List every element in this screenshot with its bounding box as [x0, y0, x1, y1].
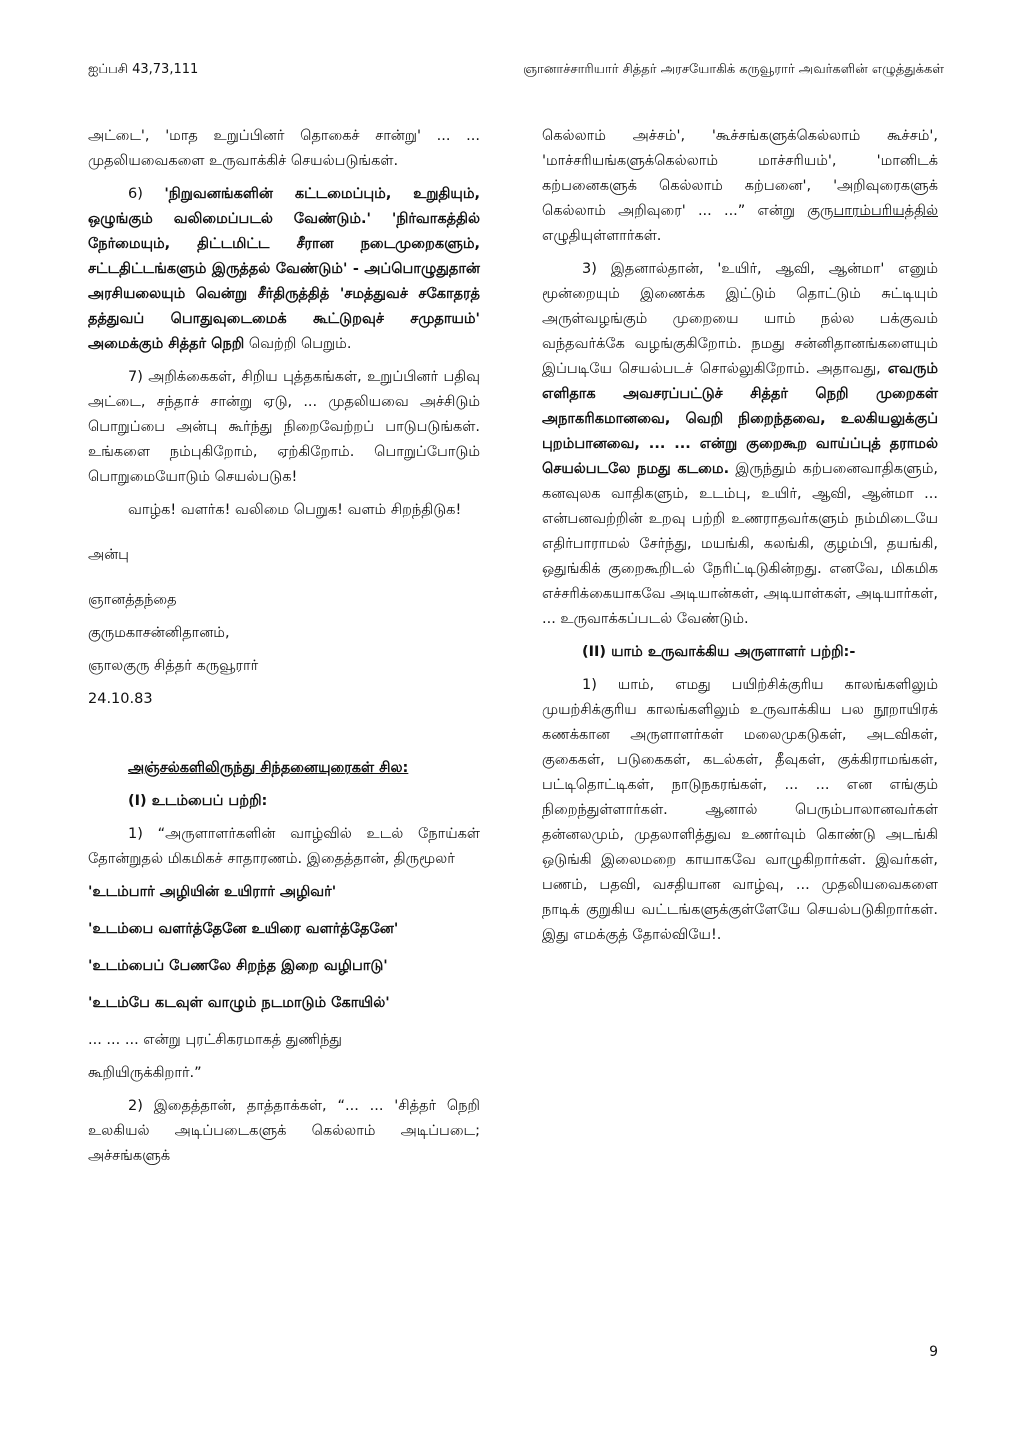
- verse-line: 'உடம்பை வளர்த்தேனே உயிரை வளர்த்தேனே': [88, 921, 399, 937]
- sub-heading: (II) யாம் உருவாக்கிய அருளாளர் பற்றி:-: [582, 644, 856, 660]
- header-date: ஐப்பசி 43,73,111: [88, 62, 199, 77]
- sub-heading: (I) உடம்பைப் பற்றி:: [128, 793, 268, 809]
- left-column: [88, 124, 480, 1177]
- paragraph-tail: வெற்றி பெறும்.: [248, 336, 352, 352]
- paragraph-text: 3) இதனால்தான், 'உயிர், ஆவி, ஆன்மா' எனும் மூன்றையும் இணைக்க இட்டும் தொட்டும் சுட்டியும் அருள்வழங்கும் முறையை யாம் நல்ல பக்குவம் வந்தவர்க்கே வழங்குகிறோம். நமது சன்னிதானங்களையும் இப்படியே செயல்படச் சொல்லுகிறோம். அதாவது,: [542, 261, 938, 377]
- paragraph-item-6: [88, 182, 480, 357]
- paragraph-text: எழுதியுள்ளார்கள்.: [542, 228, 662, 244]
- right-column: [542, 124, 938, 956]
- section-heading: அஞ்சல்களிலிருந்து சிந்தனையுரைகள் சில:: [128, 760, 409, 776]
- paragraph-item-1: 1) “அருளாளர்களின் வாழ்வில் உடல் நோய்கள் தோன்றுதல் மிகமிகச் சாதாரணம். இதைத்தான், திருமூலர்: [88, 826, 480, 867]
- paragraph-item-1: 1) யாம், எமது பயிற்சிக்குரிய காலங்களிலும் முயற்சிக்குரிய காலங்களிலும் உருவாக்கிய பல நூறாயிரக் கணக்கான அருளாளர்கள் மலைமுகடுகள், அடவிகள், குகைகள், படுகைகள், கடல்கள், தீவுகள், குக்கிராமங்கள், பட்டிதொட்டிகள், நாடுநகரங்கள், ... ... என எங்கும் நிறைந்துள்ளார்கள். ஆனால் பெரும்பாலானவர்கள் தன்னலமும், முதலாளித்துவ உணர்வும் கொண்டு அடங்கி ஒடுங்கி இலைமறை காயாகவே வாழுகிறார்கள். இவர்கள், பணம், பதவி, வசதியான வாழ்வு, ... முதலியவைகளை நாடிக் குறுகிய வட்டங்களுக்குள்ளேயே செயல்படுகிறார்கள். இது எமக்குத் தோல்வியே!.: [542, 677, 938, 943]
- bold-text: 'நிறுவனங்களின் கட்டமைப்பும், உறுதியும், ஒழுங்கும் வலிமைப்படல் வேண்டும்.' 'நிர்வாகத்தில் நேர்மையும், திட்டமிட்ட சீரான நடைமுறைகளும், சட்டதிட்டங்களும் இருத்தல் வேண்டும்' - அப்பொழுதுதான் அரசியலையும் வென்று சீர்திருத்தித் 'சமத்துவச் சகோதரத் தத்துவப் பொதுவுடைமைக் கூட்டுறவுச் சமுதாயம்' அமைக்கும் சித்தர் நெறி: [88, 186, 481, 352]
- paragraph: கூறியிருக்கிறார்.”: [88, 1065, 202, 1081]
- paragraph-text: கெல்லாம் அச்சம்', 'கூச்சங்களுக்கெல்லாம் கூச்சம்', 'மாச்சரியங்களுக்கெல்லாம் மாச்சரியம்', 'மானிடக் கற்பனைகளுக் கெல்லாம் கற்பனை', 'அறிவுரைகளுக் கெல்லாம் அறிவுரை' ... ...” என்று: [542, 128, 938, 219]
- item-number: 6): [128, 186, 143, 202]
- paragraph-item-2: 2) இதைத்தான், தாத்தாக்கள், “... ... 'சித்தர் நெறி உலகியல் அடிப்படைகளுக் கெல்லாம் அடிப்படை; அச்சங்களுக்: [88, 1098, 480, 1164]
- signature-line: குருமகாசன்னிதானம்,: [88, 625, 230, 641]
- paragraph: அட்டை', 'மாத உறுப்பினர் தொகைச் சான்று' ... ... முதலியவைகளை உருவாக்கிச் செயல்படுங்கள்.: [88, 128, 480, 169]
- page-number: 9: [929, 1344, 938, 1360]
- signature-line: ஞானத்தந்தை: [88, 592, 177, 608]
- signature-greeting: அன்பு: [88, 547, 129, 563]
- paragraph-text: இருந்தும் கற்பனைவாதிகளும், கனவுலக வாதிகளும், உடம்பு, உயிர், ஆவி, ஆன்மா ... என்பனவற்றின் உறவு பற்றி உணராதவர்களும் நம்மிடையே எதிர்பாராமல் சேர்ந்து, மயங்கி, கலங்கி, குழம்பி, தயங்கி, ஒதுங்கிக் குறைகூறிடல் நேரிட்டிடுகின்றது. எனவே, மிகமிக எச்சரிக்கையாகவே அடியான்கள், அடியாள்கள், அடியார்கள், ... உருவாக்கப்படல் வேண்டும்.: [542, 461, 938, 627]
- verse-line: 'உடம்பார் அழியின் உயிரார் அழிவர்': [88, 884, 337, 900]
- paragraph-item-7: 7) அறிக்கைகள், சிறிய புத்தகங்கள், உறுப்பினர் பதிவு அட்டை, சந்தாச் சான்று ஏடு, ... முதலியவை அச்சிடும் பொறுப்பை அன்பு கூர்ந்து நிறைவேற்றப் பாடுபடுங்கள். உங்களை நம்புகிறோம், ஏற்கிறோம். பொறுப்போடும் பொறுமையோடும் செயல்படுக!: [88, 369, 480, 485]
- paragraph: [542, 124, 938, 249]
- blessing-line: வாழ்க! வளர்க! வலிமை பெறுக! வளம் சிறந்திடுக!: [128, 502, 462, 518]
- verse-line: 'உடம்பே கடவுள் வாழும் நடமாடும் கோயில்': [88, 995, 390, 1011]
- header-title: ஞானாச்சாரியார் சித்தர் அரசயோகிக் கருவூரார் அவர்களின் எழுத்துக்கள்: [523, 62, 944, 77]
- paragraph-item-3: [542, 257, 938, 632]
- underlined-term: குருபாரம்பரியத்தில்: [807, 203, 939, 219]
- bold-text: எவரும் எளிதாக அவசரப்பட்டுச் சித்தர் நெறி முறைகள் அநாகரிகமானவை, வெறி நிறைந்தவை, உலகியலுக்குப் புறம்பானவை, ... ... என்று குறைகூற வாய்ப்புத் தராமல் செயல்படலே நமது கடமை.: [542, 361, 938, 477]
- signature-date: 24.10.83: [88, 691, 153, 707]
- verse-line: 'உடம்பைப் பேணலே சிறந்த இறை வழிபாடு': [88, 958, 388, 974]
- paragraph: ... ... ... என்று புரட்சிகரமாகத் துணிந்து: [88, 1032, 342, 1048]
- running-header: [88, 62, 944, 84]
- signature-line: ஞாலகுரு சித்தர் கருவூரார்: [88, 658, 259, 674]
